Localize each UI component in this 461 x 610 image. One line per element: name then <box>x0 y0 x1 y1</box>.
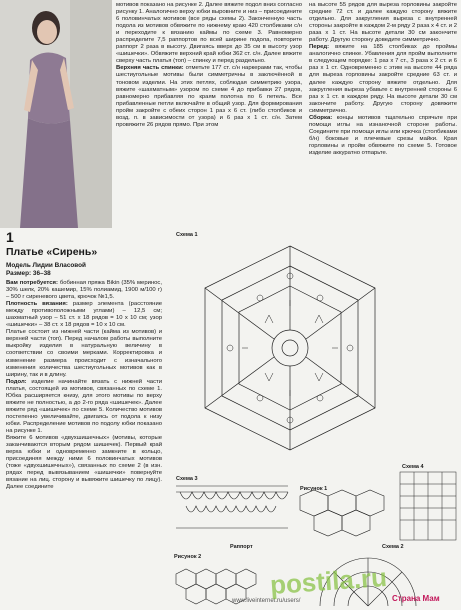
column-1-text <box>6 280 162 491</box>
schema-3-edging <box>176 486 288 528</box>
watermark-liveinternet: www.liveinternet.ru/users/ <box>232 598 301 604</box>
watermark-strana-mam: Страна Мам <box>392 594 440 603</box>
risunok-1-diagram <box>300 490 384 536</box>
skirt-paragraph: мотивов показано на рисунке 2. Далее вяжите подол вниз согласно рисунку 1. Аналогично верху юбки выровните и низ – присоедините 6 половинчатых мотивов (все ряды схемы 2). Законченную часть подола из мотивов обвяжите по нижнему краю 420 столбиками с/н и переходите к вязанию каймы по схеме 3. Равномерно распределите 7,5 раппортов по всей ширине подола, повторите раппорт 2 раза в высоту. Двигаясь вверх до 35 см в высоту узор «шишечки». Обвяжите верхний край юбки 362 ст. с/н. Далее вяжите сверху часть платья (топ) – спинку и перед раздельно. <box>116 2 303 65</box>
neckline-paragraph: на высоте 55 рядов для выреза горловины закройте средние 72 ст. и далее каждую сторону вяжите отдельно. Для закругления выреза с внутренней стороны закройте в каждом 2-м ряду 2 раза х 4 ст. и 2 раза х 1 ст. На высоте детали 30 см закончите работу. Другую сторону доведите симметрично. <box>309 2 457 44</box>
density-paragraph: Плотность вязания: размер элемента (расстояние между противоположными углами) – 12,5 см; шахматный узор – 51 ст. х 18 рядов = 10 х 10 см; узор «шишечки» – 38 ст. х 18 рядов = 10 х 10 см. <box>6 301 163 329</box>
article-title: Платье «Сирень» <box>6 246 98 258</box>
schema-4-grid <box>400 472 456 540</box>
materials-paragraph: Вам потребуется: бобинная пряжа Bikin (35% мериноc, 30% шелк, 20% кашемир, 15% полиамид, 1900 м/100 г) – 500 г сиреневого цвета, крючок №1,5. <box>6 280 163 301</box>
crochet-charts <box>170 228 461 610</box>
charts-graphic <box>170 228 461 610</box>
schema-4-label: Схема 4 <box>402 464 424 470</box>
model-photo-graphic <box>0 0 112 228</box>
watermark-postila: postila.ru <box>269 561 388 601</box>
front-paragraph: Перед: вяжите на 185 столбиках до проймы аналогично спинке. Убавления для пройм выполните в следующем порядке: 1 раз х 7 ст., 3 раза х 2 ст. и 6 раз х 1 ст. Одновременно с этим на высоте 44 ряда для выреза горловины закройте средние 63 ст. и далее каждую сторону вяжите отдельно. Для закругления выреза убавьте с внутренней стороны 6 раз х 1 ст. в каждом ряду. На высоте детали 30 см закончите работу. Другую сторону довяжите симметрично. <box>309 44 457 114</box>
column-3-text <box>309 2 457 157</box>
model-photo <box>0 0 112 228</box>
hem-paragraph: Подол: изделие начинайте вязать с нижней части платья, состоящей из мотивов, связанных по схеме 1. Юбка расширяется книзу, для этого мотивы по верху вяжите не полностью, а до 2-го ряда «шишечек». Далее вяжите ряд «шишечек» по схеме 5. Количество мотивов постепенно увеличивайте, двигаясь от подола к низу юбки. Распределение мотивов по подолу юбки показано на рисунке 1. <box>6 378 162 434</box>
column-2-text <box>116 2 302 129</box>
risunok-2-label: Рисунок 2 <box>174 554 202 560</box>
risunok-1-label: Рисунок 1 <box>300 486 328 492</box>
intro-paragraph: Платье состоит из нижней части (кайма из мотивов) и верхней части (топ). Перед началом работы выполните выкройку изделия в натуральную величину в соответствии со своими мерками. Корректировка и изменение размера происходит с изначального изменения количества шестиугольных мотивов как в ширину, так и в длину. <box>6 329 162 378</box>
schema-1-label: Схема 1 <box>176 232 198 238</box>
hexagon-motif <box>205 246 375 450</box>
back-paragraph: Верхняя часть спинки: отметьте 177 ст. с/н наркерами так, чтобы шестиугольные мотивы были симметричны в заключённой в тоновом изделии. На этих петлях, соблюдая симметрию узора, вяжите «шахматным» узором по схеме 4 до прибавки 27 рядов, равномерно прибавляя по краям полотна по 6 петель. Все прибавленные петли включайте в общий узор. Для формирования пройм закройте с обеих сторон 1 раз х 6 ст. (либо столбиков и возд. п. в зависимости от узора) и 6 раз х 1 ст. с/н. Затем провяжите 26 рядов прямо. При этом <box>116 65 302 128</box>
schema-3-label: Схема 3 <box>176 476 198 482</box>
article-number: 1 <box>6 229 14 245</box>
schema-2-label: Схема 2 <box>382 544 404 550</box>
rapport-label: Раппорт <box>230 544 253 550</box>
article-size: Размер: 36–38 <box>6 270 51 277</box>
motifs-paragraph: Вяжите 6 мотивов «двухшишечных» (мотивы, которые заканчиваются вторым рядом шишечек). Первый край верха юбки и одновременно замкните в кольцо, присоединяя между ними 6 половинчатых мотивов (тоже «двухшишечных»), связанных по схеме 2 (в изн. рядах перед вывязыванием «шишечки» повернуйте вязание на лиц. сторону и вывяжите шишечку по лицу). Далее соедините <box>6 435 162 491</box>
article-model: Модель Лидии Власовой <box>6 262 86 269</box>
assembly-paragraph: Сборка: концы мотивов тщательно спрячьте при помощи иглы на изнаночной стороне работы. Соедините при помощи иглы или крючка (столбиками б/н) боковые и плечевые срезы майки. Края горловины и пройм обвяжите по схеме 5. Готовое изделие аккуратно отпарьте. <box>309 114 458 156</box>
